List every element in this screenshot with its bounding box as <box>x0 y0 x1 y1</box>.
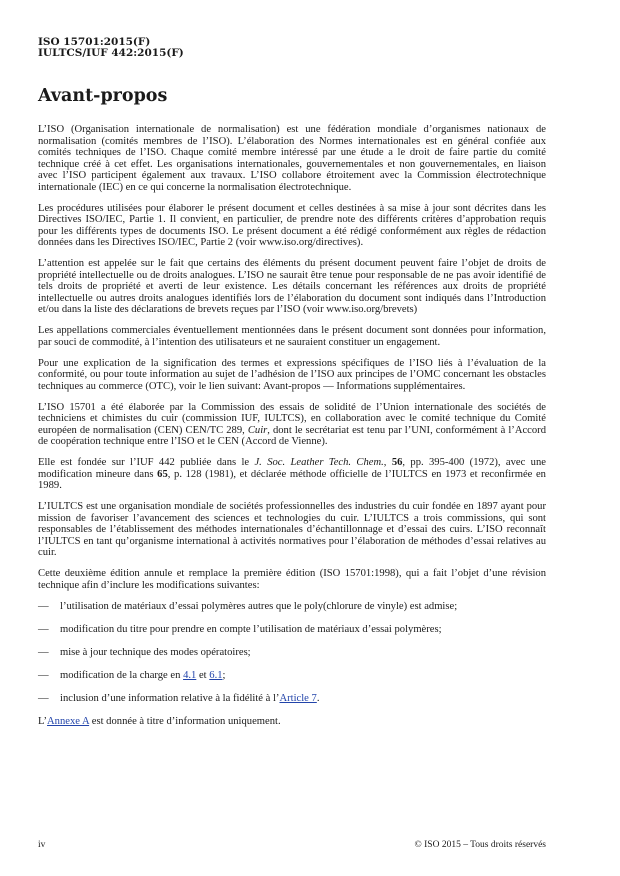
paragraph-trade-names: Les appellations commerciales éventuellement mentionnées dans le présent document sont données pour information, par souci de commodité, à l’intention des utilisateurs et ne sauraient constituer un engagement. <box>38 325 546 348</box>
iultcs-number: IULTCS/IUF 442:2015(F) <box>38 47 184 59</box>
list-item: — l’utilisation de matériaux d’essai polymères autres que le poly(chlorure de vinyle) est admise; <box>38 600 458 612</box>
document-header <box>38 37 184 59</box>
paragraph-conformity: Pour une explication de la signification des termes et expressions spécifiques de l’ISO liés à l’évaluation de la conformité, ou pour toute information au sujet de l’adhésion de l’ISO aux principes de l’OMC concernant les obstacles techniques au commerce (OTC), voir le lien suivant: Avant-propos — Informations supplémentaires. <box>38 357 546 392</box>
committee-name: Cuir <box>247 424 268 436</box>
page-footer <box>38 840 546 850</box>
paragraph-iultcs: L’IULTCS est une organisation mondiale de sociétés professionnelles des industries du cuir fondée en 1897 ayant pour mission de favoriser l’avancement des sciences et technologies du cuir. L’IULTCS a trois commissions, qui sont responsables de l’établissement des méthodes internationales d’échantillonnage et d’essai des cuirs. L’ISO reconnaît l’IULTCS en tant qu’organisme international à activités normatives pour l’élaboration de méthodes d’essai relatives au cuir. <box>38 501 546 558</box>
paragraph-procedures: Les procédures utilisées pour élaborer le présent document et celles destinées à sa mise à jour sont décrites dans les Directives ISO/IEC, Partie 1. Il convient, en particulier, de prendre note des différents critères d’approbation requis pour les différents types de documents ISO. Le présent document a été rédigé conformément aux règles de rédaction données dans les Directives ISO/IEC, Partie 2 (voir www.iso.org/directives). <box>38 202 546 248</box>
list-item: — modification du titre pour prendre en compte l’utilisation de matériaux d’essai polymères; <box>38 623 442 635</box>
document-body <box>38 124 546 739</box>
paragraph-elaboration: L’ISO 15701 a été élaborée par la Commission des essais de solidité de l’Union internationale des sociétés de techniciens et chimistes du cuir (commission IUF, IULTCS), en collaboration avec le comité technique du Comité européen de normalisation (CEN) CEN/TC 289, Cuir, dont le secrétariat est tenu par l’UNI, conformément à l’Accord de coopération technique entre l’ISO et le CEN (Accord de Vienne). <box>38 401 547 447</box>
link-clause-6-1[interactable]: 6.1 <box>209 669 223 681</box>
page-title: Avant-propos <box>38 86 168 106</box>
dash-marker: — <box>38 623 49 635</box>
list-item: — inclusion d’une information relative à la fidélité à l’Article 7. <box>38 692 320 704</box>
dash-marker: — <box>38 669 49 681</box>
paragraph-annex-note: L’Annexe A est donnée à titre d’information uniquement. <box>38 715 281 727</box>
paragraph-edition: Cette deuxième édition annule et remplace la première édition (ISO 15701:1998), qui a fait l’objet d’une révision technique afin d’inclure les modifications suivantes: <box>38 568 546 591</box>
page-number: iv <box>38 840 46 850</box>
list-item: — mise à jour technique des modes opératoires; <box>38 646 251 658</box>
paragraph-patents: L’attention est appelée sur le fait que certains des éléments du présent document peuvent faire l’objet de droits de propriété intellectuelle ou de droits analogues. L’ISO ne saurait être tenue pour responsable de ne pas avoir identifié de tels droits de propriété et averti de leur existence. Les détails concernant les références aux droits de propriété intellectuelle ou autres droits analogues identifiés lors de l’élaboration du document sont indiqués dans l’Introduction et/ou dans la liste des déclarations de brevets reçues par l’ISO (voir www.iso.org/brevets) <box>38 258 546 315</box>
dash-marker: — <box>38 600 49 612</box>
paragraph-origin: Elle est fondée sur l’IUF 442 publiée dans le J. Soc. Leather Tech. Chem., 56, pp. 395-400 (1972), avec une modification mineure dans 65, p. 128 (1981), et déclarée méthode officielle de l’IULTCS en 1973 et reconfirmée en 1989. <box>38 457 546 491</box>
dash-marker: — <box>38 692 49 704</box>
journal-title: J. Soc. Leather Tech. Chem. <box>254 457 384 468</box>
paragraph-iso-intro: L’ISO (Organisation internationale de normalisation) est une fédération mondiale d’organismes nationaux de normalisation (comités membres de l’ISO). L’élaboration des Normes internationales est en général confiée aux comités techniques de l’ISO. Chaque comité membre intéressé par une étude a le droit de faire partie du comité technique créé à cet effet. Les organisations internationales, gouvernementales et non gouvernementales, en liaison avec l’ISO participent également aux travaux. L’ISO collabore étroitement avec la Commission électrotechnique internationale (IEC) en ce qui concerne la normalisation électrotechnique. <box>38 124 546 193</box>
copyright-notice: © ISO 2015 – Tous droits réservés <box>414 840 546 850</box>
link-clause-4-1[interactable]: 4.1 <box>183 669 197 681</box>
link-article-7[interactable]: Article 7 <box>279 692 317 704</box>
link-annex-a[interactable]: Annexe A <box>47 715 90 727</box>
standard-number: ISO 15701:2015(F) <box>38 36 151 48</box>
dash-marker: — <box>38 646 49 658</box>
volume-number: 56 <box>391 457 403 468</box>
volume-number: 65 <box>157 468 168 480</box>
list-item: — modification de la charge en 4.1 et 6.1; <box>38 669 226 681</box>
